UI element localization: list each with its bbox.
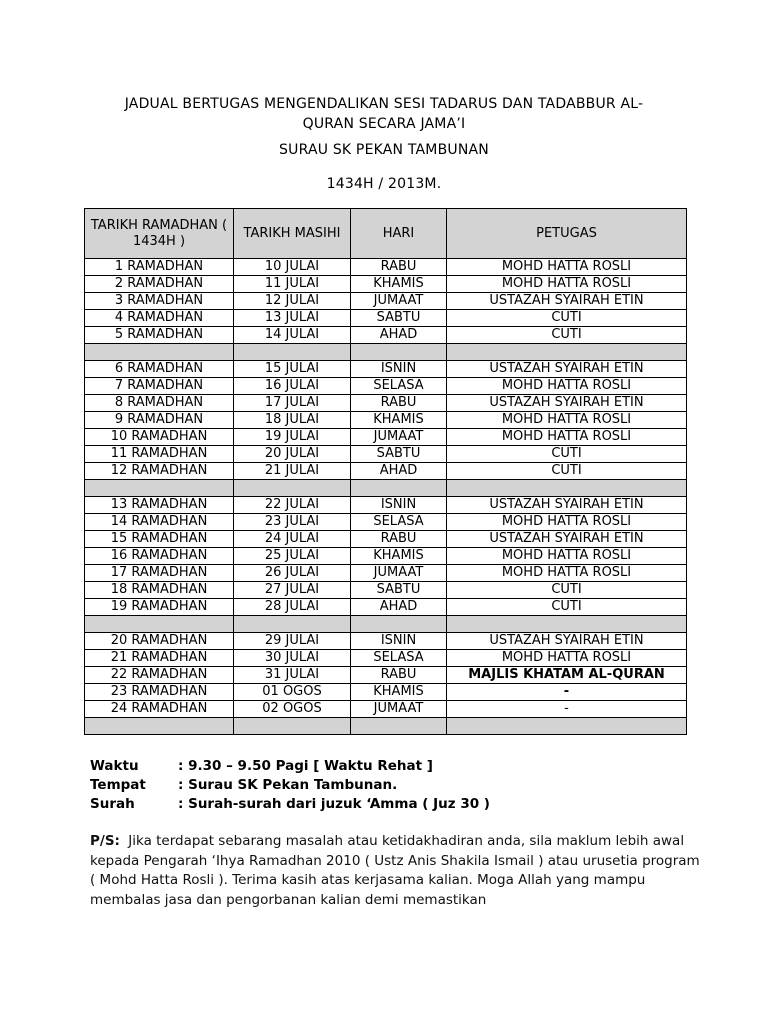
table-row	[85, 650, 687, 667]
cell-tarikh-masihi: 15 JULAI	[234, 361, 351, 378]
table-row	[85, 582, 687, 599]
cell-petugas: USTAZAH SYAIRAH ETIN	[447, 395, 687, 412]
header-tarikh-ramadhan: TARIKH RAMADHAN ( 1434H )	[85, 209, 234, 259]
cell-tarikh-masihi: 31 JULAI	[234, 667, 351, 684]
cell-hari: SABTU	[351, 310, 447, 327]
cell-hari: RABU	[351, 667, 447, 684]
separator-cell	[234, 480, 351, 497]
cell-tarikh-masihi: 19 JULAI	[234, 429, 351, 446]
info-label: Waktu	[90, 758, 139, 774]
table-row	[85, 310, 687, 327]
cell-petugas: CUTI	[447, 599, 687, 616]
cell-tarikh-masihi: 13 JULAI	[234, 310, 351, 327]
table-row	[85, 395, 687, 412]
cell-petugas: CUTI	[447, 446, 687, 463]
separator-cell	[351, 480, 447, 497]
cell-hari: RABU	[351, 259, 447, 276]
info-value: : Surah-surah dari juzuk ‘Amma ( Juz 30 )	[178, 796, 490, 812]
separator-cell	[447, 344, 687, 361]
cell-tarikh-ramadhan: 20 RAMADHAN	[85, 633, 234, 650]
cell-petugas: MOHD HATTA ROSLI	[447, 412, 687, 429]
separator-cell	[447, 480, 687, 497]
cell-tarikh-ramadhan: 10 RAMADHAN	[85, 429, 234, 446]
cell-hari: SELASA	[351, 514, 447, 531]
table-row	[85, 548, 687, 565]
cell-petugas: USTAZAH SYAIRAH ETIN	[447, 293, 687, 310]
cell-petugas: CUTI	[447, 310, 687, 327]
table-row	[85, 565, 687, 582]
separator-row	[85, 616, 687, 633]
cell-petugas: -	[447, 684, 687, 701]
table-row	[85, 378, 687, 395]
info-value: : 9.30 – 9.50 Pagi [ Waktu Rehat ]	[178, 758, 433, 774]
table-row	[85, 684, 687, 701]
document-subtitle: SURAU SK PEKAN TAMBUNAN	[279, 142, 489, 158]
table-row	[85, 293, 687, 310]
header-tarikh-masihi: TARIKH MASIHI	[234, 209, 351, 259]
cell-hari: SELASA	[351, 650, 447, 667]
cell-tarikh-ramadhan: 16 RAMADHAN	[85, 548, 234, 565]
info-value: : Surau SK Pekan Tambunan.	[178, 777, 398, 793]
cell-tarikh-masihi: 10 JULAI	[234, 259, 351, 276]
info-tempat	[90, 776, 490, 795]
cell-tarikh-ramadhan: 11 RAMADHAN	[85, 446, 234, 463]
cell-tarikh-ramadhan: 14 RAMADHAN	[85, 514, 234, 531]
cell-petugas: CUTI	[447, 582, 687, 599]
cell-petugas: MOHD HATTA ROSLI	[447, 514, 687, 531]
cell-tarikh-ramadhan: 6 RAMADHAN	[85, 361, 234, 378]
cell-hari: ISNIN	[351, 497, 447, 514]
table-row	[85, 259, 687, 276]
cell-petugas: USTAZAH SYAIRAH ETIN	[447, 497, 687, 514]
cell-tarikh-ramadhan: 19 RAMADHAN	[85, 599, 234, 616]
title-line-1: JADUAL BERTUGAS MENGENDALIKAN SESI TADARUS DAN TADABBUR AL-	[124, 96, 644, 112]
cell-tarikh-ramadhan: 12 RAMADHAN	[85, 463, 234, 480]
cell-tarikh-masihi: 01 OGOS	[234, 684, 351, 701]
cell-tarikh-masihi: 17 JULAI	[234, 395, 351, 412]
cell-tarikh-ramadhan: 15 RAMADHAN	[85, 531, 234, 548]
cell-hari: AHAD	[351, 599, 447, 616]
cell-hari: RABU	[351, 531, 447, 548]
table-row	[85, 276, 687, 293]
document-title	[90, 94, 678, 134]
session-info	[90, 757, 490, 814]
cell-petugas: CUTI	[447, 327, 687, 344]
cell-tarikh-masihi: 02 OGOS	[234, 701, 351, 718]
cell-petugas: MOHD HATTA ROSLI	[447, 565, 687, 582]
cell-hari: JUMAAT	[351, 701, 447, 718]
cell-tarikh-masihi: 14 JULAI	[234, 327, 351, 344]
separator-cell	[85, 616, 234, 633]
table-row	[85, 667, 687, 684]
cell-tarikh-ramadhan: 24 RAMADHAN	[85, 701, 234, 718]
cell-tarikh-ramadhan: 5 RAMADHAN	[85, 327, 234, 344]
table-row	[85, 327, 687, 344]
separator-cell	[234, 344, 351, 361]
cell-petugas: USTAZAH SYAIRAH ETIN	[447, 531, 687, 548]
table-row	[85, 633, 687, 650]
cell-tarikh-ramadhan: 21 RAMADHAN	[85, 650, 234, 667]
info-surah	[90, 795, 490, 814]
cell-tarikh-ramadhan: 18 RAMADHAN	[85, 582, 234, 599]
cell-hari: KHAMIS	[351, 548, 447, 565]
cell-petugas: MOHD HATTA ROSLI	[447, 378, 687, 395]
cell-hari: AHAD	[351, 327, 447, 344]
cell-tarikh-masihi: 26 JULAI	[234, 565, 351, 582]
separator-cell	[234, 616, 351, 633]
cell-tarikh-ramadhan: 22 RAMADHAN	[85, 667, 234, 684]
title-line-2: QURAN SECARA JAMA’I	[302, 116, 466, 132]
table-row	[85, 361, 687, 378]
table-row	[85, 701, 687, 718]
cell-tarikh-masihi: 22 JULAI	[234, 497, 351, 514]
ps-text: Jika terdapat sebarang masalah atau ketidakhadiran anda, sila maklum lebih awal kepada Pengarah ‘Ihya Ramadhan 2010 ( Ustz Anis Shakila Ismail ) atau urusetia program ( Mohd Hatta Rosli ). Terima kasih atas kerjasama kalian. Moga Allah yang mampu membalas jasa dan pengorbanan kalian demi memastikan	[90, 833, 700, 908]
info-label: Surah	[90, 796, 135, 812]
cell-tarikh-ramadhan: 17 RAMADHAN	[85, 565, 234, 582]
cell-tarikh-ramadhan: 1 RAMADHAN	[85, 259, 234, 276]
cell-hari: RABU	[351, 395, 447, 412]
cell-tarikh-masihi: 30 JULAI	[234, 650, 351, 667]
cell-tarikh-masihi: 20 JULAI	[234, 446, 351, 463]
ps-label: P/S:	[90, 833, 120, 849]
table-header-row	[85, 209, 687, 259]
info-label: Tempat	[90, 777, 146, 793]
cell-tarikh-masihi: 12 JULAI	[234, 293, 351, 310]
cell-tarikh-masihi: 29 JULAI	[234, 633, 351, 650]
info-waktu	[90, 757, 490, 776]
separator-cell	[351, 344, 447, 361]
cell-petugas: MOHD HATTA ROSLI	[447, 429, 687, 446]
separator-row	[85, 480, 687, 497]
cell-petugas: -	[447, 701, 687, 718]
cell-tarikh-masihi: 24 JULAI	[234, 531, 351, 548]
cell-petugas: MOHD HATTA ROSLI	[447, 548, 687, 565]
cell-tarikh-masihi: 25 JULAI	[234, 548, 351, 565]
cell-tarikh-ramadhan: 8 RAMADHAN	[85, 395, 234, 412]
cell-hari: KHAMIS	[351, 276, 447, 293]
separator-cell	[85, 344, 234, 361]
cell-tarikh-masihi: 16 JULAI	[234, 378, 351, 395]
separator-cell	[447, 616, 687, 633]
table-row	[85, 412, 687, 429]
separator-row	[85, 718, 687, 735]
cell-hari: SELASA	[351, 378, 447, 395]
table-row	[85, 429, 687, 446]
cell-tarikh-ramadhan: 9 RAMADHAN	[85, 412, 234, 429]
cell-tarikh-ramadhan: 4 RAMADHAN	[85, 310, 234, 327]
separator-cell	[85, 718, 234, 735]
schedule-body	[85, 259, 687, 735]
table-row	[85, 497, 687, 514]
cell-petugas: MAJLIS KHATAM AL-QURAN	[447, 667, 687, 684]
cell-petugas: USTAZAH SYAIRAH ETIN	[447, 633, 687, 650]
cell-hari: JUMAAT	[351, 565, 447, 582]
cell-hari: KHAMIS	[351, 684, 447, 701]
cell-petugas: CUTI	[447, 463, 687, 480]
cell-tarikh-ramadhan: 13 RAMADHAN	[85, 497, 234, 514]
cell-petugas: MOHD HATTA ROSLI	[447, 276, 687, 293]
table-row	[85, 463, 687, 480]
separator-cell	[351, 616, 447, 633]
cell-tarikh-ramadhan: 23 RAMADHAN	[85, 684, 234, 701]
cell-hari: JUMAAT	[351, 429, 447, 446]
cell-tarikh-masihi: 23 JULAI	[234, 514, 351, 531]
cell-hari: KHAMIS	[351, 412, 447, 429]
cell-hari: ISNIN	[351, 633, 447, 650]
cell-petugas: MOHD HATTA ROSLI	[447, 650, 687, 667]
table-row	[85, 531, 687, 548]
document-year: 1434H / 2013M.	[326, 176, 442, 192]
table-row	[85, 599, 687, 616]
separator-row	[85, 344, 687, 361]
table-row	[85, 514, 687, 531]
cell-hari: SABTU	[351, 446, 447, 463]
cell-petugas: MOHD HATTA ROSLI	[447, 259, 687, 276]
separator-cell	[447, 718, 687, 735]
cell-tarikh-ramadhan: 7 RAMADHAN	[85, 378, 234, 395]
cell-hari: JUMAAT	[351, 293, 447, 310]
cell-tarikh-masihi: 27 JULAI	[234, 582, 351, 599]
cell-hari: SABTU	[351, 582, 447, 599]
table-row	[85, 446, 687, 463]
schedule-table	[84, 208, 687, 735]
separator-cell	[234, 718, 351, 735]
cell-tarikh-ramadhan: 2 RAMADHAN	[85, 276, 234, 293]
cell-tarikh-masihi: 18 JULAI	[234, 412, 351, 429]
separator-cell	[85, 480, 234, 497]
cell-petugas: USTAZAH SYAIRAH ETIN	[447, 361, 687, 378]
cell-hari: AHAD	[351, 463, 447, 480]
cell-tarikh-masihi: 21 JULAI	[234, 463, 351, 480]
cell-tarikh-masihi: 11 JULAI	[234, 276, 351, 293]
separator-cell	[351, 718, 447, 735]
cell-tarikh-masihi: 28 JULAI	[234, 599, 351, 616]
cell-tarikh-ramadhan: 3 RAMADHAN	[85, 293, 234, 310]
header-petugas: PETUGAS	[447, 209, 687, 259]
postscript-note	[90, 832, 700, 910]
header-hari: HARI	[351, 209, 447, 259]
cell-hari: ISNIN	[351, 361, 447, 378]
